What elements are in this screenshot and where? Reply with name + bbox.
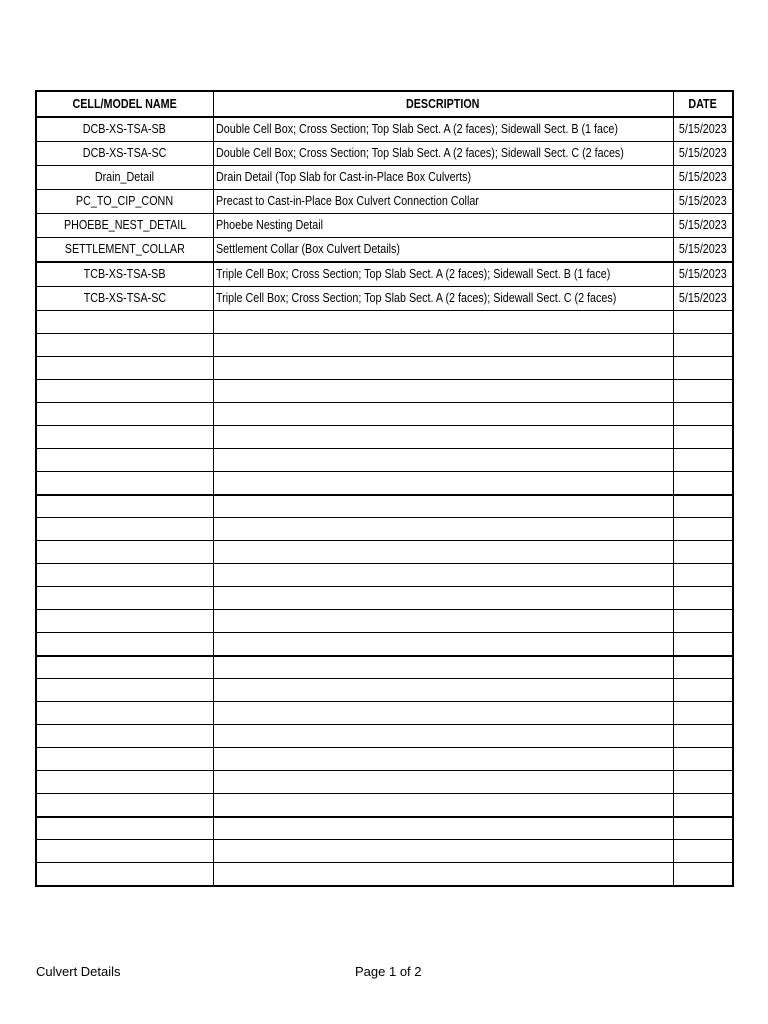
cell-description	[213, 748, 673, 771]
cell-model-name	[36, 495, 213, 518]
table-row	[36, 725, 733, 748]
cell-model-name: PC_TO_CIP_CONN	[36, 190, 213, 214]
cell-description	[213, 702, 673, 725]
table-row	[36, 702, 733, 725]
cell-model-name	[36, 564, 213, 587]
cell-model-name: TCB-XS-TSA-SC	[36, 287, 213, 311]
cell-model-name	[36, 702, 213, 725]
table-row	[36, 817, 733, 840]
table-row	[36, 334, 733, 357]
table-row	[36, 610, 733, 633]
table-row	[36, 449, 733, 472]
cell-date: 5/15/2023	[673, 262, 733, 287]
cell-description	[213, 541, 673, 564]
cell-date	[673, 449, 733, 472]
cell-date: 5/15/2023	[673, 214, 733, 238]
header-cell-model-name: CELL/MODEL NAME	[36, 91, 213, 117]
cell-description: Triple Cell Box; Cross Section; Top Slab Sect. A (2 faces); Sidewall Sect. B (1 face)	[213, 262, 673, 287]
cell-date	[673, 334, 733, 357]
cell-model-name	[36, 472, 213, 495]
cell-date	[673, 702, 733, 725]
cell-model-name: PHOEBE_NEST_DETAIL	[36, 214, 213, 238]
table-row	[36, 262, 733, 287]
cell-description	[213, 564, 673, 587]
cell-model-name: DCB-XS-TSA-SB	[36, 117, 213, 142]
cell-description	[213, 449, 673, 472]
cell-date	[673, 840, 733, 863]
header-description: DESCRIPTION	[213, 91, 673, 117]
cell-description	[213, 426, 673, 449]
table-row	[36, 541, 733, 564]
cell-model-name	[36, 840, 213, 863]
cell-description	[213, 403, 673, 426]
cell-model-name	[36, 357, 213, 380]
cell-model-name	[36, 518, 213, 541]
cell-date	[673, 403, 733, 426]
table-row	[36, 287, 733, 311]
cell-description	[213, 518, 673, 541]
cell-date: 5/15/2023	[673, 190, 733, 214]
table-row	[36, 495, 733, 518]
table-row	[36, 679, 733, 702]
cell-description	[213, 863, 673, 886]
table-row	[36, 748, 733, 771]
header-row	[36, 91, 733, 117]
cell-description	[213, 794, 673, 817]
culvert-details-table	[35, 90, 734, 887]
cell-description	[213, 610, 673, 633]
cell-date	[673, 748, 733, 771]
cell-description	[213, 840, 673, 863]
cell-date: 5/15/2023	[673, 166, 733, 190]
cell-model-name	[36, 679, 213, 702]
cell-model-name	[36, 794, 213, 817]
cell-model-name	[36, 426, 213, 449]
table-row	[36, 142, 733, 166]
table-row	[36, 633, 733, 656]
footer-title: Culvert Details	[36, 964, 121, 979]
cell-description: Settlement Collar (Box Culvert Details)	[213, 238, 673, 263]
cell-description: Double Cell Box; Cross Section; Top Slab Sect. A (2 faces); Sidewall Sect. C (2 faces)	[213, 142, 673, 166]
cell-description: Double Cell Box; Cross Section; Top Slab Sect. A (2 faces); Sidewall Sect. B (1 face)	[213, 117, 673, 142]
table-row	[36, 656, 733, 679]
cell-date	[673, 633, 733, 656]
table-row	[36, 426, 733, 449]
cell-description	[213, 334, 673, 357]
cell-model-name	[36, 449, 213, 472]
cell-date	[673, 541, 733, 564]
cell-model-name	[36, 541, 213, 564]
cell-model-name	[36, 863, 213, 886]
cell-date	[673, 794, 733, 817]
cell-description: Triple Cell Box; Cross Section; Top Slab Sect. A (2 faces); Sidewall Sect. C (2 faces)	[213, 287, 673, 311]
cell-date: 5/15/2023	[673, 117, 733, 142]
table-row	[36, 166, 733, 190]
cell-model-name: TCB-XS-TSA-SB	[36, 262, 213, 287]
cell-description	[213, 472, 673, 495]
cell-description	[213, 587, 673, 610]
table-row	[36, 190, 733, 214]
cell-model-name	[36, 403, 213, 426]
table-row	[36, 357, 733, 380]
cell-model-name	[36, 817, 213, 840]
table-row	[36, 214, 733, 238]
cell-model-name	[36, 334, 213, 357]
cell-date	[673, 863, 733, 886]
cell-description	[213, 633, 673, 656]
cell-date	[673, 495, 733, 518]
table-row	[36, 238, 733, 263]
cell-model-name: Drain_Detail	[36, 166, 213, 190]
cell-date: 5/15/2023	[673, 238, 733, 263]
cell-date	[673, 679, 733, 702]
table-row	[36, 840, 733, 863]
cell-date	[673, 518, 733, 541]
header-date: DATE	[673, 91, 733, 117]
table-row	[36, 380, 733, 403]
cell-model-name	[36, 587, 213, 610]
cell-description	[213, 725, 673, 748]
cell-model-name	[36, 748, 213, 771]
cell-date	[673, 426, 733, 449]
table-row	[36, 472, 733, 495]
cell-date	[673, 817, 733, 840]
cell-model-name	[36, 610, 213, 633]
cell-date	[673, 610, 733, 633]
cell-description	[213, 817, 673, 840]
cell-description: Precast to Cast-in-Place Box Culvert Connection Collar	[213, 190, 673, 214]
table-row	[36, 564, 733, 587]
cell-date	[673, 771, 733, 794]
cell-date	[673, 311, 733, 334]
cell-date: 5/15/2023	[673, 287, 733, 311]
table-row	[36, 311, 733, 334]
cell-description	[213, 679, 673, 702]
cell-date	[673, 656, 733, 679]
cell-model-name	[36, 380, 213, 403]
cell-description	[213, 311, 673, 334]
table-body	[36, 117, 733, 886]
cell-model-name: DCB-XS-TSA-SC	[36, 142, 213, 166]
table-row	[36, 518, 733, 541]
cell-description	[213, 771, 673, 794]
cell-description	[213, 380, 673, 403]
cell-model-name: SETTLEMENT_COLLAR	[36, 238, 213, 263]
page-number: Page 1 of 2	[355, 964, 422, 979]
cell-date: 5/15/2023	[673, 142, 733, 166]
cell-model-name	[36, 656, 213, 679]
cell-model-name	[36, 633, 213, 656]
cell-date	[673, 472, 733, 495]
cell-date	[673, 587, 733, 610]
cell-date	[673, 564, 733, 587]
cell-model-name	[36, 311, 213, 334]
cell-model-name	[36, 725, 213, 748]
table-row	[36, 794, 733, 817]
cell-description	[213, 357, 673, 380]
cell-description: Phoebe Nesting Detail	[213, 214, 673, 238]
cell-date	[673, 725, 733, 748]
table-row	[36, 863, 733, 886]
table-row	[36, 117, 733, 142]
cell-description	[213, 495, 673, 518]
cell-model-name	[36, 771, 213, 794]
table-row	[36, 771, 733, 794]
cell-description: Drain Detail (Top Slab for Cast-in-Place Box Culverts)	[213, 166, 673, 190]
table-row	[36, 587, 733, 610]
cell-description	[213, 656, 673, 679]
cell-date	[673, 380, 733, 403]
table-row	[36, 403, 733, 426]
cell-date	[673, 357, 733, 380]
